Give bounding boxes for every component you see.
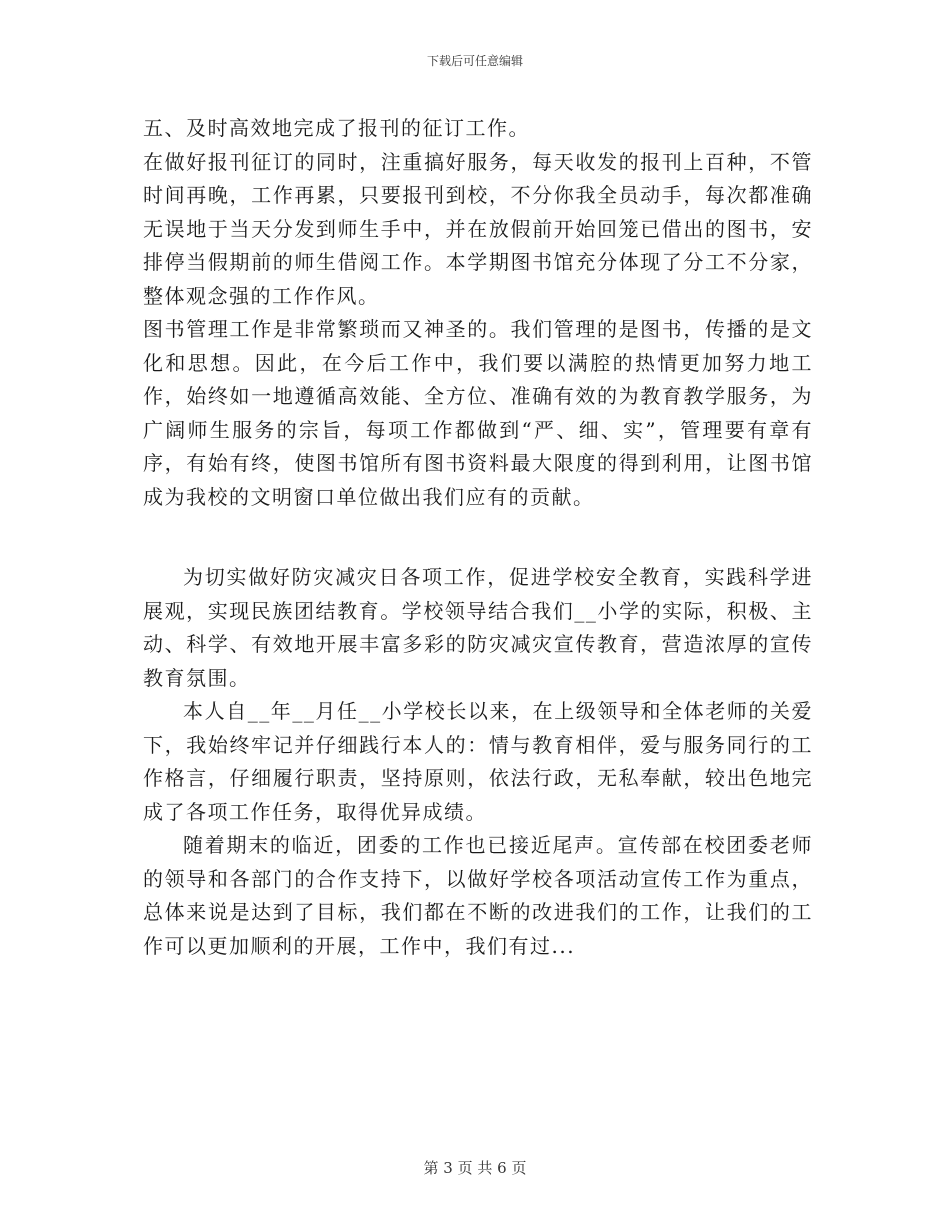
paragraph-disaster-prevention: 为切实做好防灾减灾日各项工作，促进学校安全教育，实践科学进展观，实现民族团结教育。学校领导结合我们__小学的实际，积极、主动、科学、有效地开展丰富多彩的防灾减灾宣传教育，营造浓厚的宣传教育氛围。 [143, 565, 813, 690]
section-gap [143, 514, 813, 561]
paragraph-principal-summary: 本人自__年__月任__小学校长以来，在上级领导和全体老师的关爱下，我始终牢记并仔细践行本人的：情与教育相伴，爱与服务同行的工作格言，仔细履行职责，坚持原则，依法行政，无私奉献，较出色地完成了各项工作任务，取得优异成绩。 [143, 699, 813, 824]
paragraph-newspaper-subscription: 在做好报刊征订的同时，注重搞好服务，每天收发的报刊上百种，不管时间再晚，工作再累，只要报刊到校，不分你我全员动手，每次都准确无误地于当天分发到师生手中，并在放假前开始回笼已借出的图书，安排停当假期前的师生借阅工作。本学期图书馆充分体现了分工不分家，整体观念强的工作作风。 [143, 149, 813, 308]
page-footer: 第 3 页 共 6 页 [423, 1159, 527, 1177]
section-heading: 五、及时高效地完成了报刊的征订工作。 [143, 116, 530, 140]
paragraph-publicity-department: 随着期末的临近，团委的工作也已接近尾声。宣传部在校团委老师的领导和各部门的合作支持下，以做好学校各项活动宣传工作为重点，总体来说是达到了目标，我们都在不断的改进我们的工作，让我们的工作可以更加顺利的开展，工作中，我们有过... [143, 833, 813, 958]
paragraph-library-management: 图书管理工作是非常繁琐而又神圣的。我们管理的是图书，传播的是文化和思想。因此，在今后工作中，我们要以满腔的热情更加努力地工作，始终如一地遵循高效能、全方位、准确有效的为教育教学服务，为广阔师生服务的宗旨，每项工作都做到“严、细、实”，管理要有章有序，有始有终，使图书馆所有图书资料最大限度的得到利用，让图书馆成为我校的文明窗口单位做出我们应有的贡献。 [143, 317, 813, 509]
document-body [143, 112, 813, 963]
page-header: 下载后可任意编辑 [426, 54, 523, 68]
